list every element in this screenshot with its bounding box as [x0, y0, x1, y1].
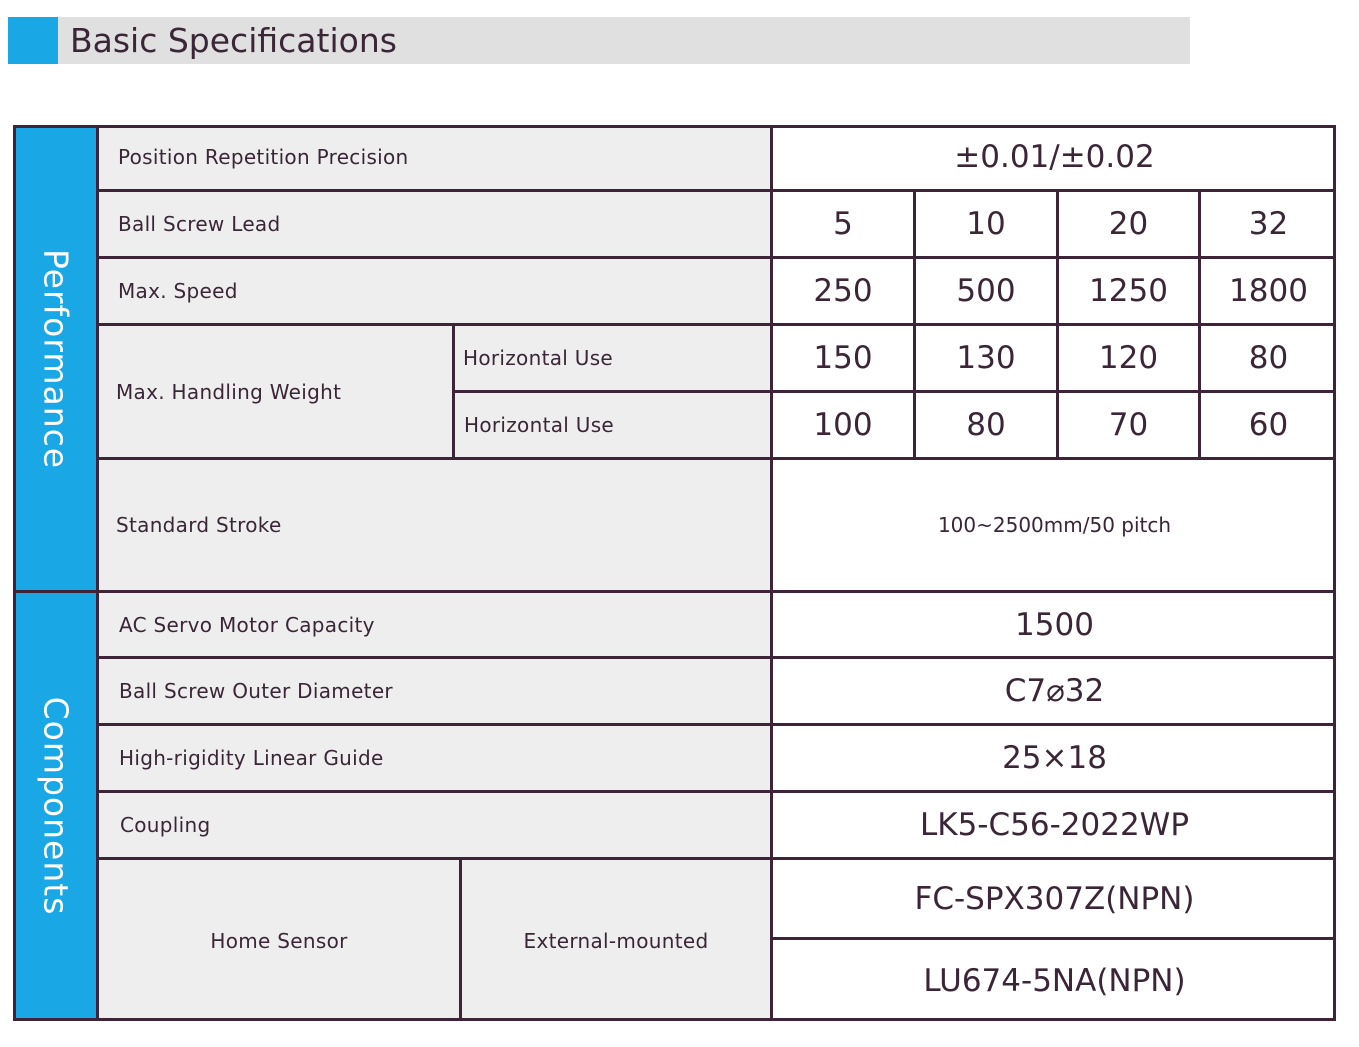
weight-row2-value-2: 80: [913, 393, 1056, 460]
weight-row1-value-2: 130: [913, 326, 1056, 393]
coupling-value: LK5-C56-2022WP: [770, 793, 1336, 860]
header-accent-bar: [8, 17, 58, 64]
speed-value-4: 1800: [1198, 259, 1336, 326]
precision-label: Position Repetition Precision: [99, 125, 770, 192]
section-performance: [13, 125, 99, 593]
weight-row1-value-1: 150: [770, 326, 913, 393]
weight-row1-value-4: 80: [1198, 326, 1336, 393]
stroke-label: Standard Stroke: [99, 460, 770, 593]
spec-table: [13, 125, 1336, 1021]
weight-label: Max. Handling Weight: [99, 326, 452, 460]
lead-value-2: 10: [913, 192, 1056, 259]
linear-guide-value: 25×18: [770, 726, 1336, 793]
page-title: Basic Specifications: [70, 21, 397, 60]
home-sensor-value-1: FC-SPX307Z(NPN): [770, 860, 1336, 940]
precision-value: ±0.01/±0.02: [770, 125, 1336, 192]
home-sensor-label: Home Sensor: [99, 860, 459, 1021]
speed-value-2: 500: [913, 259, 1056, 326]
speed-label: Max. Speed: [99, 259, 770, 326]
lead-label: Ball Screw Lead: [99, 192, 770, 259]
section-components-label: Components: [36, 696, 76, 915]
lead-value-1: 5: [770, 192, 913, 259]
section-header: [8, 17, 1190, 64]
home-sensor-mount-label: External-mounted: [459, 860, 770, 1021]
motor-label: AC Servo Motor Capacity: [99, 593, 770, 659]
weight-sub-label-2: Horizontal Use: [452, 393, 770, 460]
speed-value-3: 1250: [1056, 259, 1198, 326]
coupling-label: Coupling: [99, 793, 770, 860]
weight-row2-value-1: 100: [770, 393, 913, 460]
lead-value-4: 32: [1198, 192, 1336, 259]
section-components: [13, 590, 99, 1021]
home-sensor-value-2: LU674-5NA(NPN): [770, 940, 1336, 1021]
weight-sub-label-1: Horizontal Use: [452, 326, 770, 393]
linear-guide-label: High-rigidity Linear Guide: [99, 726, 770, 793]
section-performance-label: Performance: [36, 248, 76, 470]
motor-value: 1500: [770, 593, 1336, 659]
speed-value-1: 250: [770, 259, 913, 326]
screw-diameter-label: Ball Screw Outer Diameter: [99, 659, 770, 726]
lead-value-3: 20: [1056, 192, 1198, 259]
stroke-value: 100~2500mm/50 pitch: [770, 460, 1336, 593]
weight-row2-value-3: 70: [1056, 393, 1198, 460]
weight-row2-value-4: 60: [1198, 393, 1336, 460]
weight-row1-value-3: 120: [1056, 326, 1198, 393]
screw-diameter-value: C7⌀32: [770, 659, 1336, 726]
